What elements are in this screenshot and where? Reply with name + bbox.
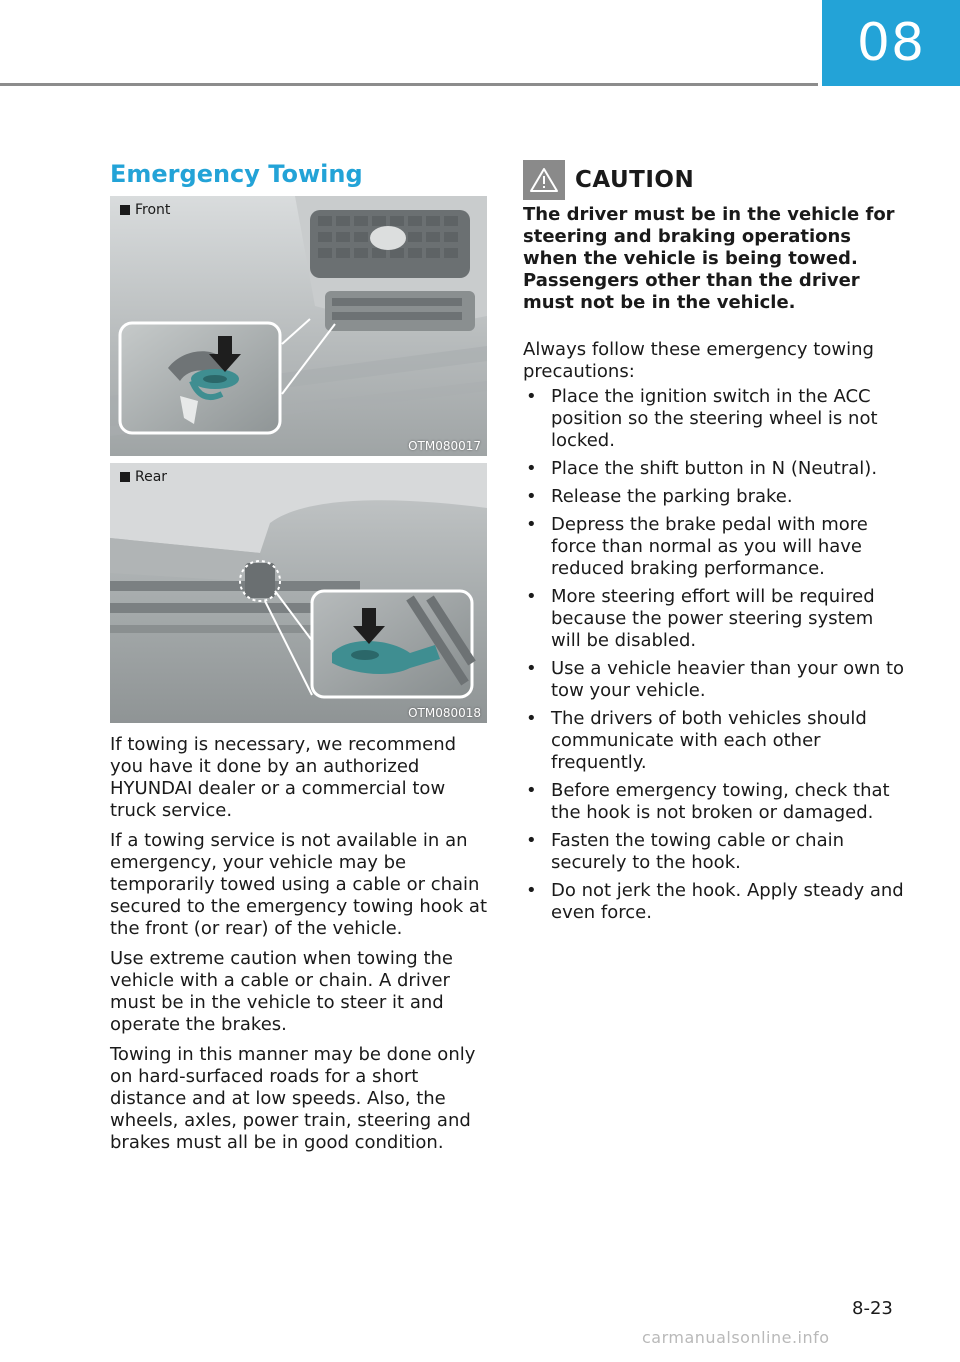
- figure-front: [110, 196, 487, 456]
- chapter-tab: 08: [822, 0, 960, 86]
- list-item-text: Use a vehicle heavier than your own to tow your vehicle.: [551, 658, 905, 701]
- warning-triangle-icon: [523, 160, 565, 200]
- list-item-text: The drivers of both vehicles should communicate with each other frequently.: [551, 708, 867, 773]
- front-bumper-illustration: [110, 196, 487, 456]
- bullet-icon: •: [526, 658, 537, 679]
- paragraph: Use extreme caution when towing the vehicle with a cable or chain. A driver must be in the vehicle to steer it and operate the brakes.: [110, 948, 453, 1035]
- caution-title: CAUTION: [575, 167, 695, 193]
- caution-intro: Always follow these emergency towing precautions:: [523, 339, 874, 382]
- watermark: carmanualsonline.info: [642, 1328, 830, 1347]
- figure-front-label: [120, 202, 170, 218]
- list-item-text: Do not jerk the hook. Apply steady and even force.: [551, 880, 904, 923]
- list-item: [523, 386, 908, 452]
- paragraph: If towing is necessary, we recommend you have it done by an authorized HYUNDAI dealer or a commercial tow truck service.: [110, 734, 457, 821]
- list-item: [523, 514, 908, 580]
- bullet-icon: •: [526, 880, 537, 901]
- bullet-icon: •: [526, 708, 537, 729]
- caution-heading: [523, 160, 694, 200]
- bullet-icon: •: [526, 514, 537, 535]
- page-number: 8-23: [852, 1298, 893, 1319]
- section-title: Emergency Towing: [110, 160, 363, 188]
- caution-warning-text: The driver must be in the vehicle for steering and braking operations when the vehicle is being towed. Passengers other than the driver must not be in the vehicle.: [523, 204, 895, 313]
- bullet-icon: •: [526, 486, 537, 507]
- header-rule: [0, 83, 818, 86]
- list-item: [523, 458, 908, 480]
- list-item: [523, 830, 908, 874]
- figure-rear-code: OTM080018: [408, 706, 481, 720]
- square-bullet-icon: [120, 205, 130, 215]
- list-item-text: Place the shift button in N (Neutral).: [551, 458, 878, 479]
- figure-front-label-text: Front: [135, 202, 171, 218]
- bullet-icon: •: [526, 586, 537, 607]
- list-item: [523, 780, 908, 824]
- paragraph: If a towing service is not available in an emergency, your vehicle may be temporarily towed using a cable or chain secured to the emergency towing hook at the front (or rear) of the vehicle.: [110, 830, 487, 939]
- paragraph: Towing in this manner may be done only on hard-surfaced roads for a short distance and at low speeds. Also, the wheels, axles, power train, steering and brakes must all be in good condition.: [110, 1044, 476, 1153]
- figure-rear-label-text: Rear: [135, 469, 168, 485]
- list-item-text: Release the parking brake.: [551, 486, 793, 507]
- list-item: [523, 486, 908, 508]
- square-bullet-icon: [120, 472, 130, 482]
- list-item-text: More steering effort will be required because the power steering system will be disabled.: [551, 586, 875, 651]
- precautions-list: [523, 386, 908, 930]
- bullet-icon: •: [526, 830, 537, 851]
- list-item-text: Place the ignition switch in the ACC position so the steering wheel is not locked.: [551, 386, 878, 451]
- list-item-text: Fasten the towing cable or chain securely to the hook.: [551, 830, 845, 873]
- left-body-text: [110, 734, 490, 1162]
- list-item-text: Before emergency towing, check that the hook is not broken or damaged.: [551, 780, 890, 823]
- list-item: [523, 586, 908, 652]
- list-item: [523, 880, 908, 924]
- bullet-icon: •: [526, 458, 537, 479]
- list-item: [523, 708, 908, 774]
- list-item: [523, 658, 908, 702]
- figure-rear: [110, 463, 487, 723]
- figure-front-code: OTM080017: [408, 439, 481, 453]
- bullet-icon: •: [526, 780, 537, 801]
- list-item-text: Depress the brake pedal with more force than normal as you will have reduced braking performance.: [551, 514, 868, 579]
- bullet-icon: •: [526, 386, 537, 407]
- figure-rear-label: [120, 469, 167, 485]
- rear-bumper-illustration: [110, 463, 487, 723]
